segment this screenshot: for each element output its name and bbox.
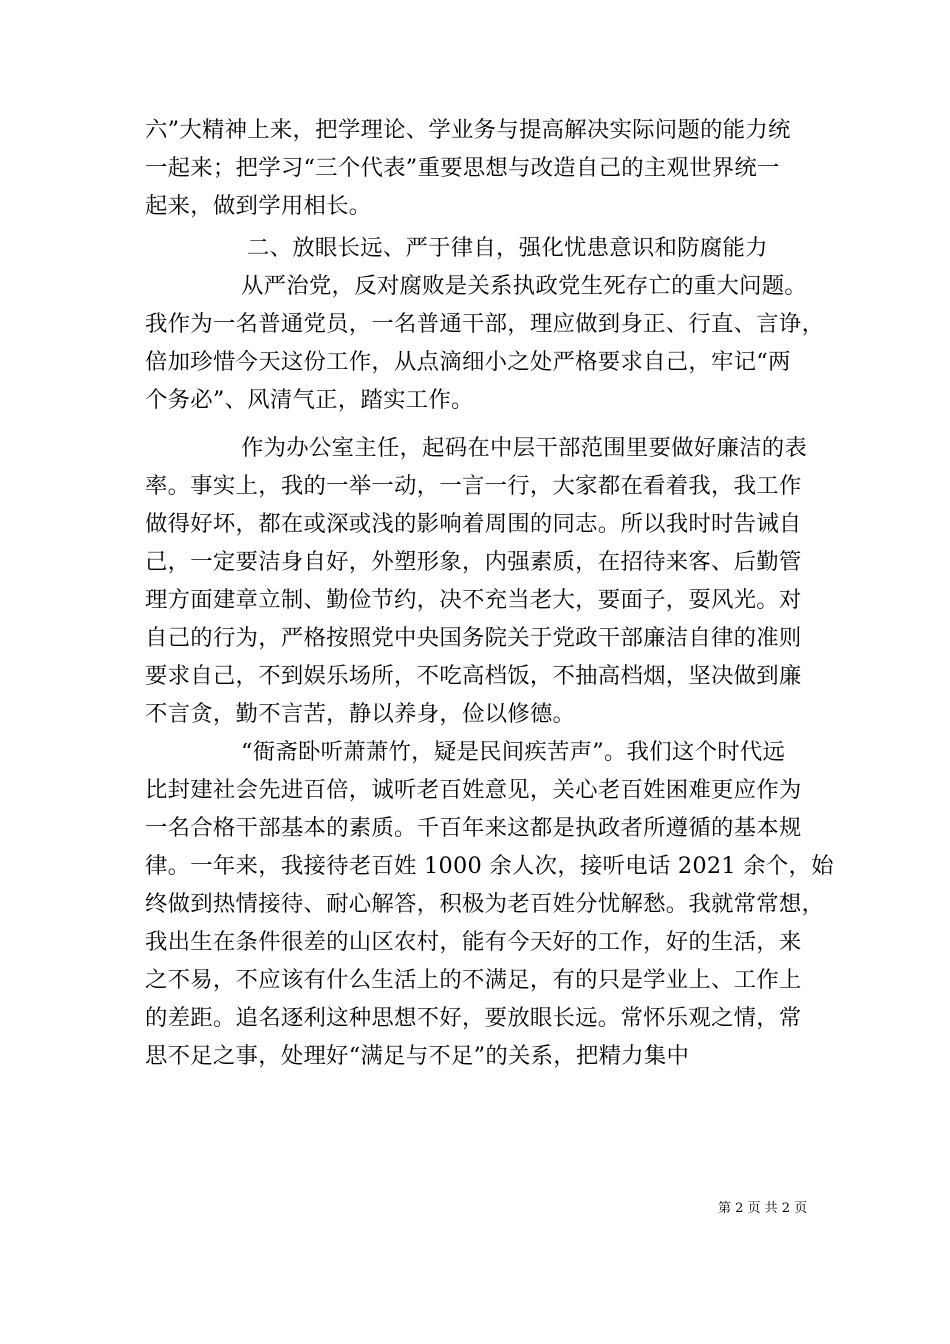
body-text-line: 自己的行为，严格按照党中央国务院关于党政干部廉洁自律的准则 — [145, 625, 802, 651]
body-text-line: 从严治党，反对腐败是关系执政党生死存亡的重大问题。 — [241, 273, 808, 299]
body-text-line: 一名合格干部基本的素质。千百年来这都是执政者所遵循的基本规 — [145, 815, 802, 841]
body-text-line: 倍加珍惜今天这份工作，从点滴细小之处严格要求自己，牢记“两 — [145, 349, 791, 375]
body-text-line: 六”大精神上来，把学理论、学业务与提高解决实际问题的能力统 — [145, 117, 791, 143]
body-text-line: 我作为一名普通党员，一名普通干部，理应做到身正、行直、言诤， — [145, 311, 825, 337]
body-text-line: 我出生在条件很差的山区农村，能有今天好的工作，好的生活，来 — [145, 929, 802, 955]
body-text-line: 比封建社会先进百倍，诚听老百姓意见，关心老百姓困难更应作为 — [145, 777, 802, 803]
body-text-line: 理方面建章立制、勤俭节约，决不充当老大，要面子，耍风光。对 — [145, 587, 802, 613]
body-text-line: 个务必”、风清气正，踏实工作。 — [145, 387, 474, 413]
body-text-line: 己，一定要洁身自好，外塑形象，内强素质，在招待来客、后勤管 — [145, 549, 802, 575]
page-number: 第 2 页 共 2 页 — [718, 1201, 808, 1216]
body-text-line: 的差距。追名逐利这种思想不好，要放眼长远。常怀乐观之情，常 — [145, 1005, 802, 1031]
body-text-line: 之不易，不应该有什么生活上的不满足，有的只是学业上、工作上 — [145, 967, 802, 993]
body-text-line: 做得好坏，都在或深或浅的影响着周围的同志。所以我时时告诫自 — [145, 511, 802, 537]
body-text-line: 要求自己，不到娱乐场所，不吃高档饭，不抽高档烟，坚决做到廉 — [145, 663, 802, 689]
body-text-line: 思不足之事，处理好“满足与不足”的关系，把精力集中 — [145, 1043, 690, 1069]
body-text-line: 律。一年来，我接待老百姓 1000 余人次，接听电话 2021 余个，始 — [145, 853, 834, 879]
body-text-line: 起来，做到学用相长。 — [145, 193, 372, 219]
body-text-line: 不言贪，勤不言苦，静以养身，俭以修德。 — [145, 701, 576, 727]
body-text-line: 率。事实上，我的一举一动，一言一行，大家都在看着我，我工作 — [145, 473, 802, 499]
body-text-line: “衙斋卧听萧萧竹，疑是民间疾苦声”。我们这个时代远 — [241, 739, 786, 765]
body-text-line: 一起来；把学习“三个代表”重要思想与改造自己的主观世界统一 — [145, 155, 780, 181]
body-text-line: 终做到热情接待、耐心解答，积极为老百姓分忧解愁。我就常常想， — [145, 891, 825, 917]
section-heading: 二、放眼长远、严于律自，强化忧患意识和防腐能力 — [247, 235, 768, 261]
body-text-line: 作为办公室主任，起码在中层干部范围里要做好廉洁的表 — [241, 435, 808, 461]
